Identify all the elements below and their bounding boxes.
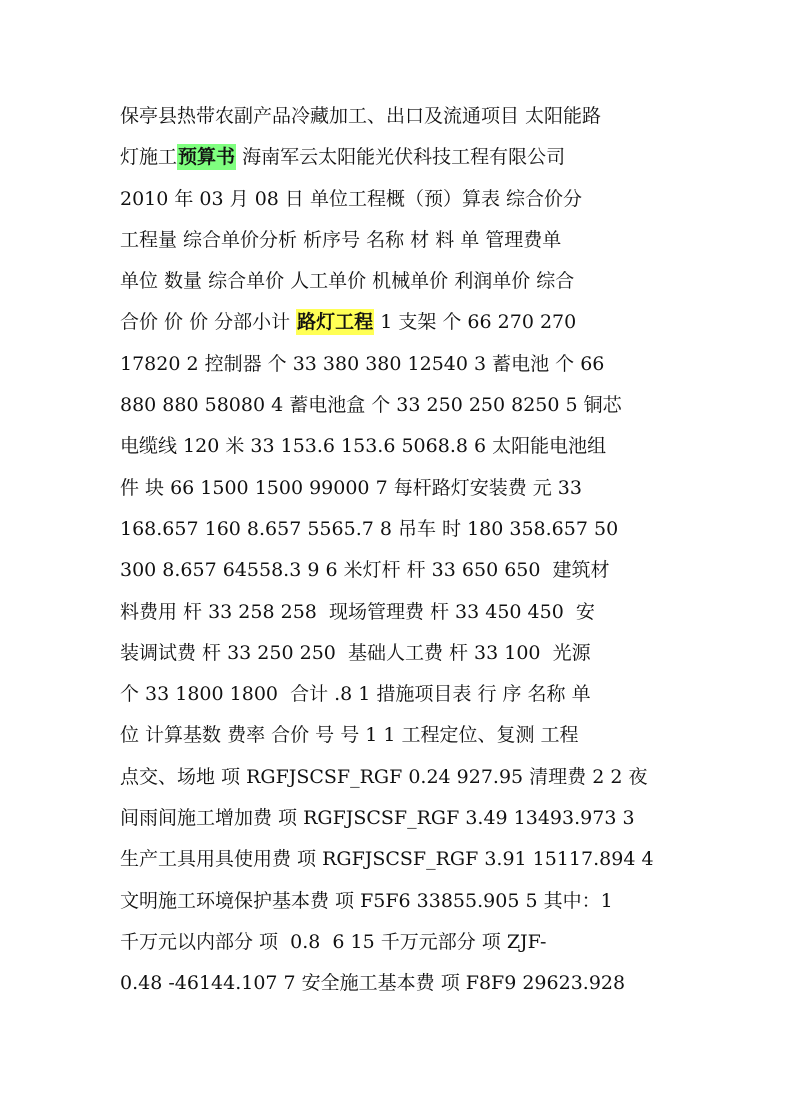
line-text: 海南军云太阳能光伏科技工程有限公司	[236, 146, 566, 169]
text-line	[120, 715, 680, 756]
text-line	[120, 344, 680, 385]
line-text: 300 8.657 64558.3 9 6 米灯杆 杆 33 650 650 建筑材	[120, 559, 610, 582]
line-text: 17820 2 控制器 个 33 380 380 12540 3 蓄电池 个 66	[120, 352, 605, 375]
line-text: 间雨间施工增加费 项 RGFJSCSF_RGF 3.49 13493.973 3	[120, 807, 635, 830]
text-line	[120, 426, 680, 467]
text-line	[120, 592, 680, 633]
line-text: 千万元以内部分 项 0.8 6 15 千万元部分 项 ZJF-	[120, 930, 547, 953]
line-text: 生产工具用具使用费 项 RGFJSCSF_RGF 3.91 15117.894 4	[120, 848, 654, 871]
line-text: 合价 价 价 分部小计	[120, 311, 297, 334]
line-text: 168.657 160 8.657 5565.7 8 吊车 时 180 358.657 50	[120, 517, 619, 540]
text-line	[120, 963, 680, 1004]
text-line	[120, 633, 680, 674]
highlighted-term-streetlight: 路灯工程	[297, 311, 374, 334]
line-text: 保亭县热带农副产品冷藏加工、出口及流通项目 太阳能路	[120, 105, 602, 127]
line-text: 个 33 1800 1800 合计 .8 1 措施项目表 行 序 名称 单	[120, 683, 591, 706]
line-text: 880 880 58080 4 蓄电池盒 个 33 250 250 8250 5 铜芯	[120, 394, 622, 417]
line-text: 单位 数量 综合单价 人工单价 机械单价 利润单价 综合	[120, 270, 575, 293]
line-text: 件 块 66 1500 1500 99000 7 每杆路灯安装费 元 33	[120, 476, 582, 499]
text-line	[120, 468, 680, 509]
line-text: 点交、场地 项 RGFJSCSF_RGF 0.24 927.95 清理费 2 2 夜	[120, 765, 648, 788]
line-text: 1 支架 个 66 270 270	[374, 311, 577, 334]
line-text: 工程量 综合单价分析 析序号 名称 材 料 单 管理费单	[120, 228, 562, 251]
text-line	[120, 302, 680, 343]
text-line	[120, 922, 680, 963]
text-line	[120, 137, 680, 178]
line-text: 位 计算基数 费率 合价 号 号 1 1 工程定位、复测 工程	[120, 724, 579, 747]
line-text: 2010 年 03 月 08 日 单位工程概（预）算表 综合价分	[120, 187, 582, 210]
text-line	[120, 798, 680, 839]
highlighted-term-budget: 预算书	[178, 146, 236, 169]
text-line	[120, 509, 680, 550]
line-text: 装调试费 杆 33 250 250 基础人工费 杆 33 100 光源	[120, 641, 591, 664]
line-text: 电缆线 120 米 33 153.6 153.6 5068.8 6 太阳能电池组	[120, 435, 607, 458]
text-line	[120, 881, 680, 922]
text-line	[120, 757, 680, 798]
text-line	[120, 261, 680, 302]
text-line	[120, 550, 680, 591]
line-text: 灯施工	[120, 146, 178, 169]
line-text: 料费用 杆 33 258 258 现场管理费 杆 33 450 450 安	[120, 600, 595, 623]
text-line	[120, 96, 680, 137]
text-line	[120, 385, 680, 426]
text-line	[120, 674, 680, 715]
text-line	[120, 839, 680, 880]
line-text: 文明施工环境保护基本费 项 F5F6 33855.905 5 其中：1	[120, 889, 613, 912]
body-text	[120, 96, 680, 1005]
line-text: 0.48 -46144.107 7 安全施工基本费 项 F8F9 29623.928	[120, 972, 626, 995]
text-line	[120, 220, 680, 261]
text-line	[120, 179, 680, 220]
